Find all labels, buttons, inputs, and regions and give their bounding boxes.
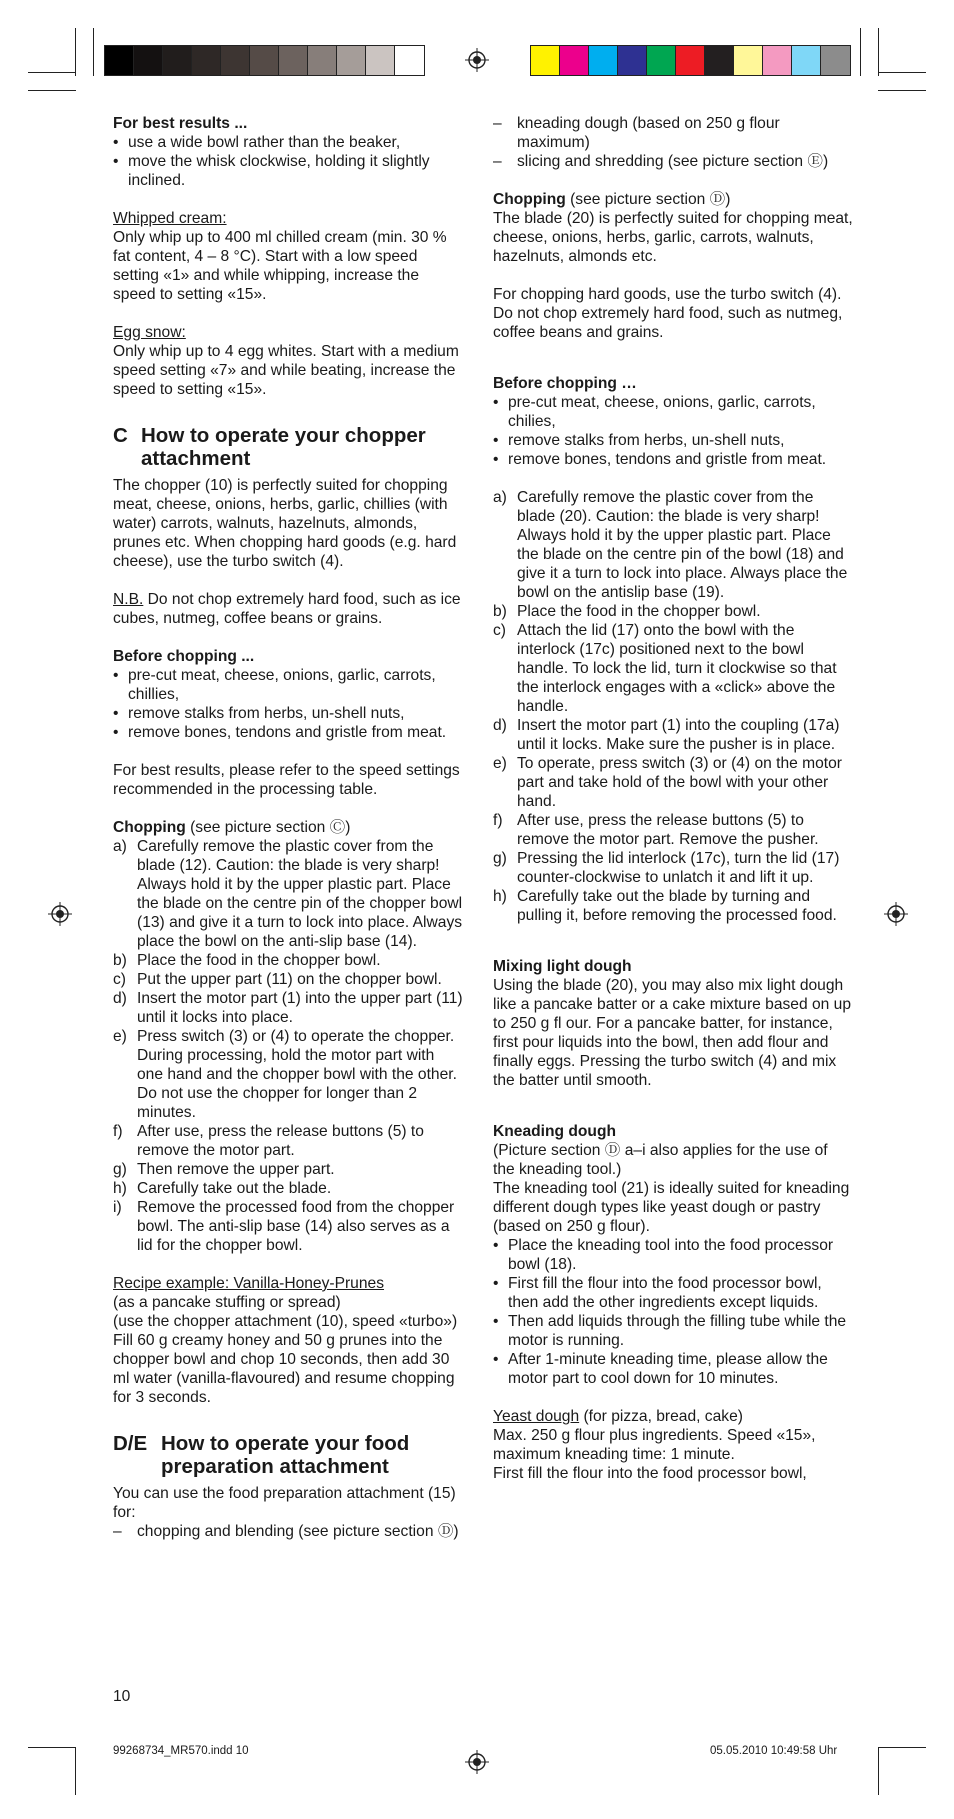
list-item: c) Attach the lid (17) onto the bowl with the interlock (17c) positioned next to the bowl handle. To lock the lid, turn it clockwise so that the interlock engages with a «click» above the handle. — [493, 622, 837, 715]
list-item: • pre-cut meat, cheese, onions, garlic, carrots, chilies, — [493, 393, 853, 431]
color-swatch — [589, 46, 618, 75]
list-item: h) Carefully take out the blade by turning and pulling it, before removing the processed food. — [493, 888, 837, 924]
list-item: d) Insert the motor part (1) into the coupling (17a) until it locks. Make sure the pusher is in place. — [493, 717, 840, 753]
chopping-ref: (see picture section Ⓓ) — [565, 191, 731, 208]
list-item: a) Carefully remove the plastic cover from the blade (20). Caution: the blade is very sharp! Always hold it by the upper plastic part. Place the blade on the centre pin of the bowl (18) and give it a turn to lock into place. Always place the bowl on the antislip base (19). — [493, 489, 848, 601]
process-color-bar — [530, 45, 851, 76]
kneading-line: The kneading tool (21) is ideally suited for kneading different dough types like yeast dough or pastry (based on 250 g flour). — [493, 1180, 850, 1235]
color-swatch — [734, 46, 763, 75]
color-swatch — [821, 46, 850, 75]
color-swatch — [560, 46, 589, 75]
registration-mark-icon — [465, 48, 489, 72]
chopping-steps — [493, 488, 853, 925]
list-item: g) Then remove the upper part. — [113, 1161, 335, 1178]
list-item: i) Remove the processed food from the chopper bowl. The anti-slip base (14) also serves as a lid for the chopper bowl. — [113, 1199, 455, 1254]
page-number: 10 — [113, 1688, 131, 1705]
list-item: • Then add liquids through the filling tube while the motor is running. — [493, 1312, 853, 1350]
list-item: • Place the kneading tool into the food processor bowl (18). — [493, 1236, 853, 1274]
color-swatch — [163, 46, 192, 75]
list-item: c) Put the upper part (11) on the chopper bowl. — [113, 971, 442, 988]
nb-note — [113, 590, 463, 628]
list-item: • move the whisk clockwise, holding it slightly inclined. — [113, 152, 463, 190]
yeast-heading — [493, 1407, 853, 1426]
kneading-list — [493, 1236, 853, 1388]
list-item: – kneading dough (based on 250 g flour maximum) — [493, 114, 853, 152]
registration-mark-icon — [884, 902, 908, 926]
color-swatch — [192, 46, 221, 75]
chopping-heading — [113, 818, 463, 837]
list-item: g) Pressing the lid interlock (17c), turn the lid (17) counter-clockwise to unlatch it and lift it up. — [493, 850, 840, 886]
mixing-heading: Mixing light dough — [493, 958, 632, 975]
chopping-ref: (see picture section Ⓒ) — [185, 819, 351, 836]
before-chopping-heading: Before chopping … — [493, 375, 637, 392]
left-column — [113, 114, 463, 1541]
color-swatch — [134, 46, 163, 75]
color-swatch — [705, 46, 734, 75]
list-item: • use a wide bowl rather than the beaker, — [113, 133, 463, 152]
kneading-line: (Picture section Ⓓ a–i also applies for the use of the kneading tool.) — [493, 1142, 828, 1178]
list-item: – slicing and shredding (see picture section Ⓔ) — [493, 152, 853, 171]
yeast-label: Yeast dough — [493, 1408, 580, 1425]
color-swatch — [618, 46, 647, 75]
egg-snow-heading: Egg snow: — [113, 324, 186, 341]
de-uses-list-continued — [493, 114, 853, 171]
before-chopping-heading: Before chopping ... — [113, 648, 255, 665]
yeast-line: Max. 250 g flour plus ingredients. Speed «15», maximum kneading time: 1 minute. — [493, 1427, 816, 1463]
registration-mark-icon — [48, 902, 72, 926]
color-swatch — [395, 46, 424, 75]
color-swatch — [792, 46, 821, 75]
color-swatch — [676, 46, 705, 75]
best-results-refer: For best results, please refer to the speed settings recommended in the processing table. — [113, 762, 460, 798]
recipe-heading: Recipe example: Vanilla-Honey-Prunes — [113, 1275, 385, 1292]
list-item: e) To operate, press switch (3) or (4) on the motor part and take hold of the bowl with your other hand. — [493, 755, 843, 810]
section-de-heading — [113, 1432, 463, 1478]
list-item: • remove stalks from herbs, un-shell nuts, — [113, 704, 463, 723]
color-swatch — [531, 46, 560, 75]
section-label: C — [113, 424, 128, 447]
section-title: How to operate your chopper attachment — [141, 424, 426, 470]
color-swatch — [308, 46, 337, 75]
chopping-title: Chopping — [113, 819, 186, 836]
nb-text: Do not chop extremely hard food, such as ice cubes, nutmeg, coffee beans or grains. — [113, 591, 461, 627]
list-item: d) Insert the motor part (1) into the upper part (11) until it locks into place. — [113, 990, 463, 1026]
list-item: f) After use, press the release buttons (5) to remove the motor part. Remove the pusher. — [493, 812, 819, 848]
list-item: e) Press switch (3) or (4) to operate the chopper. During processing, hold the motor part with one hand and the chopper bowl with the other. Do not use the chopper for longer than 2 minutes. — [113, 1028, 457, 1121]
hard-goods-line: For chopping hard goods, use the turbo switch (4). — [493, 286, 842, 303]
chopping-steps — [113, 837, 463, 1255]
list-item: • After 1-minute kneading time, please allow the motor part to cool down for 10 minutes. — [493, 1350, 853, 1388]
chopper-intro: The chopper (10) is perfectly suited for chopping meat, cheese, onions, herbs, garlic, chillies (with water) carrots, walnuts, hazelnuts, almonds, prunes etc. When chopping hard goods (e.g. hard cheese), use the turbo switch (4). — [113, 477, 457, 570]
before-chopping-list — [493, 393, 853, 469]
chopping-text: The blade (20) is perfectly suited for chopping meat, cheese, onions, herbs, garlic, carrots, walnuts, hazelnuts, almonds etc. — [493, 210, 853, 265]
whipped-cream-text: Only whip up to 400 ml chilled cream (min. 30 % fat content, 4 – 8 °C). Start with a low speed setting «1» and while whipping, increase the speed to setting «15». — [113, 229, 447, 303]
chopping-heading — [493, 190, 853, 209]
color-swatch — [250, 46, 279, 75]
color-swatch — [105, 46, 134, 75]
color-swatch — [647, 46, 676, 75]
recipe-line: (use the chopper attachment (10), speed «turbo») — [113, 1313, 458, 1330]
color-swatch — [337, 46, 366, 75]
yeast-suffix: (for pizza, bread, cake) — [579, 1408, 743, 1425]
list-item: a) Carefully remove the plastic cover from the blade (12). Caution: the blade is very sharp! Always hold it by the upper plastic part. Place the blade on the centre pin of the chopper bowl (13) and give it a turn to lock into place. Always place the bowl on the anti-slip base (14). — [113, 838, 463, 950]
color-swatch — [221, 46, 250, 75]
list-item: – chopping and blending (see picture section Ⓓ) — [113, 1522, 463, 1541]
list-item: h) Carefully take out the blade. — [113, 1180, 332, 1197]
list-item: b) Place the food in the chopper bowl. — [493, 603, 761, 620]
chopping-title: Chopping — [493, 191, 566, 208]
recipe-line: (as a pancake stuffing or spread) — [113, 1294, 341, 1311]
right-column — [493, 114, 853, 1483]
list-item: • First fill the flour into the food processor bowl, then add the other ingredients except liquids. — [493, 1274, 853, 1312]
egg-snow-text: Only whip up to 4 egg whites. Start with a medium speed setting «7» and while beating, increase the speed to setting «15». — [113, 343, 459, 398]
yeast-line: First fill the flour into the food processor bowl, — [493, 1465, 807, 1482]
list-item: • pre-cut meat, cheese, onions, garlic, carrots, chillies, — [113, 666, 463, 704]
list-item: • remove bones, tendons and gristle from meat. — [493, 450, 853, 469]
mixing-text: Using the blade (20), you may also mix light dough like a pancake batter or a cake mixture based on up to 250 g fl our. For a pancake batter, for instance, first pour liquids into the bowl, then add flour and finally eggs. Pressing the turbo switch (4) and mix the batter until smooth. — [493, 977, 852, 1089]
list-item: f) After use, press the release buttons (5) to remove the motor part. — [113, 1123, 424, 1159]
whipped-cream-heading: Whipped cream: — [113, 210, 227, 227]
list-item: b) Place the food in the chopper bowl. — [113, 952, 381, 969]
best-results-heading: For best results ... — [113, 115, 248, 132]
nb-label: N.B. — [113, 591, 144, 608]
footer-timestamp: 05.05.2010 10:49:58 Uhr — [710, 1745, 838, 1757]
color-swatch — [763, 46, 792, 75]
kneading-heading: Kneading dough — [493, 1123, 616, 1140]
section-c-heading — [113, 424, 463, 470]
recipe-line: Fill 60 g creamy honey and 50 g prunes into the chopper bowl and chop 10 seconds, then add 30 ml water (vanilla-flavoured) and resume chopping for 3 seconds. — [113, 1332, 455, 1406]
hard-goods-line: Do not chop extremely hard food, such as nutmeg, coffee beans and grains. — [493, 305, 843, 341]
list-item: • remove stalks from herbs, un-shell nuts, — [493, 431, 853, 450]
de-intro: You can use the food preparation attachment (15) for: — [113, 1485, 456, 1521]
registration-mark-icon — [465, 1750, 489, 1774]
de-uses-list — [113, 1522, 463, 1541]
before-chopping-list — [113, 666, 463, 742]
color-swatch — [366, 46, 395, 75]
best-results-list — [113, 133, 463, 190]
footer-file: 99268734_MR570.indd 10 — [113, 1745, 249, 1757]
grayscale-color-bar — [104, 45, 425, 76]
section-title: How to operate your food preparation attachment — [161, 1432, 410, 1478]
section-label: D/E — [113, 1432, 148, 1455]
list-item: • remove bones, tendons and gristle from meat. — [113, 723, 463, 742]
color-swatch — [279, 46, 308, 75]
